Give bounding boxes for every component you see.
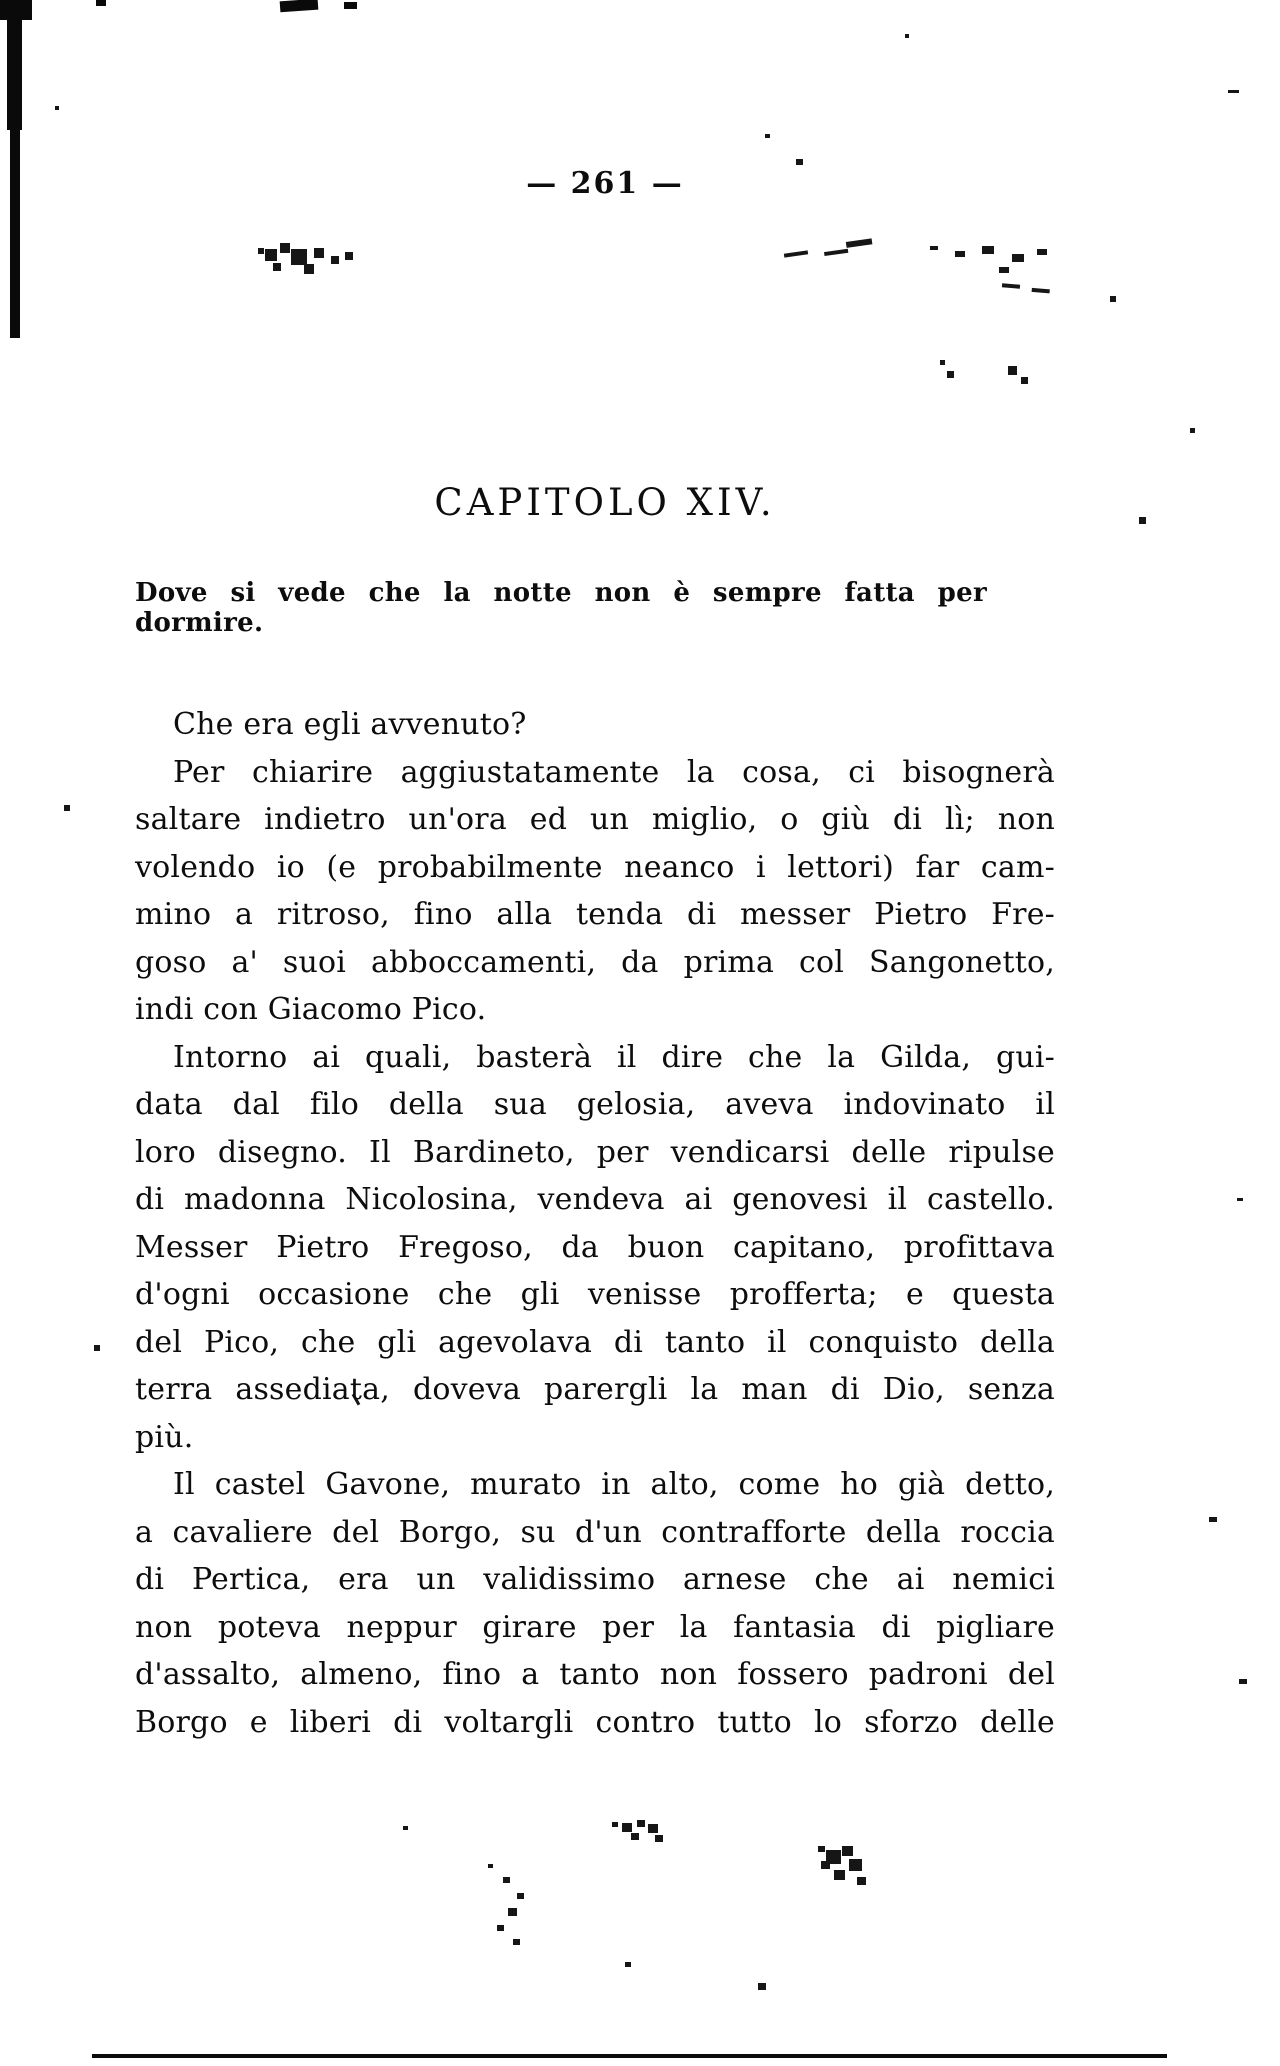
text-line: Borgo e liberi di voltargli contro tutto lo sforzo delle xyxy=(135,1704,1055,1740)
text-line: Che era egli avvenuto? xyxy=(173,707,527,742)
text-line: saltare indietro un'ora ed un miglio, o giù di lì; non xyxy=(135,802,1055,837)
page-number: — 261 — xyxy=(526,166,684,201)
scan-bottom-line xyxy=(92,2054,1167,2058)
text-line: loro disegno. Il Bardineto, per vendicarsi delle ripulse xyxy=(135,1134,1055,1170)
text-line: d'assalto, almeno, fino a tanto non fossero padroni del xyxy=(135,1657,1055,1692)
body-text xyxy=(135,701,1055,1746)
text-line: d'ogni occasione che gli venisse profferta; e questa xyxy=(135,1277,1055,1312)
chapter-subtitle: Dove si vede che la notte non è sempre fatta per dormire. xyxy=(135,578,987,638)
scan-noise xyxy=(940,360,945,365)
text-line: a cavaliere del Borgo, su d'un contrafforte della roccia xyxy=(135,1514,1055,1550)
text-line: più. xyxy=(135,1419,194,1455)
scan-noise xyxy=(818,1846,825,1852)
text-line: volendo io (e probabilmente neanco i lettori) far cam- xyxy=(135,849,1055,885)
text-line: Intorno ai quali, basterà il dire che la Gilda, gui- xyxy=(173,1039,1055,1075)
scan-noise xyxy=(55,106,59,110)
text-line: non poteva neppur girare per la fantasia di pigliare xyxy=(135,1609,1055,1645)
scan-edge-dash xyxy=(344,2,357,9)
scan-noise xyxy=(1190,428,1195,433)
text-line: Il castel Gavone, murato in alto, come ho già detto, xyxy=(173,1467,1055,1502)
text-line: di Pertica, era un validissimo arnese che ai nemici xyxy=(135,1562,1055,1597)
scan-noise xyxy=(625,1962,631,1967)
scan-noise xyxy=(1002,283,1020,289)
scan-noise xyxy=(905,34,909,38)
text-line: di madonna Nicolosina, vendeva ai genovesi il castello. xyxy=(135,1182,1055,1217)
scan-noise xyxy=(1110,296,1116,302)
scan-noise xyxy=(612,1822,618,1827)
text-line: data dal filo della sua gelosia, aveva indovinato il xyxy=(135,1087,1055,1122)
scan-noise xyxy=(258,248,264,254)
text-line: del Pico, che gli agevolava di tanto il conquisto della xyxy=(135,1324,1055,1360)
scan-edge-dash xyxy=(96,0,106,6)
scan-noise xyxy=(1228,90,1239,93)
scan-noise xyxy=(403,1826,408,1830)
text-line: Messer Pietro Fregoso, da buon capitano, profittava xyxy=(135,1229,1055,1265)
text-line: goso a' suoi abboccamenti, da prima col Sangonetto, xyxy=(135,944,1055,980)
text-line: terra assediata, doveva parergli la man di Dio, senza xyxy=(135,1372,1055,1407)
scan-edge-dash xyxy=(280,0,319,12)
scan-gutter-bar xyxy=(10,110,20,338)
text-line: mino a ritroso, fino alla tenda di messer Pietro Fre- xyxy=(135,897,1055,932)
scan-noise xyxy=(784,250,808,257)
scan-noise xyxy=(930,246,938,250)
scan-noise xyxy=(488,1864,493,1868)
text-line: Per chiarire aggiustatamente la cosa, ci bisognerà xyxy=(173,754,1055,790)
scan-noise xyxy=(1237,1198,1243,1201)
scan-noise xyxy=(765,134,770,138)
chapter-heading: CAPITOLO XIV. xyxy=(434,481,776,524)
text-line: indi con Giacomo Pico. xyxy=(135,992,487,1027)
